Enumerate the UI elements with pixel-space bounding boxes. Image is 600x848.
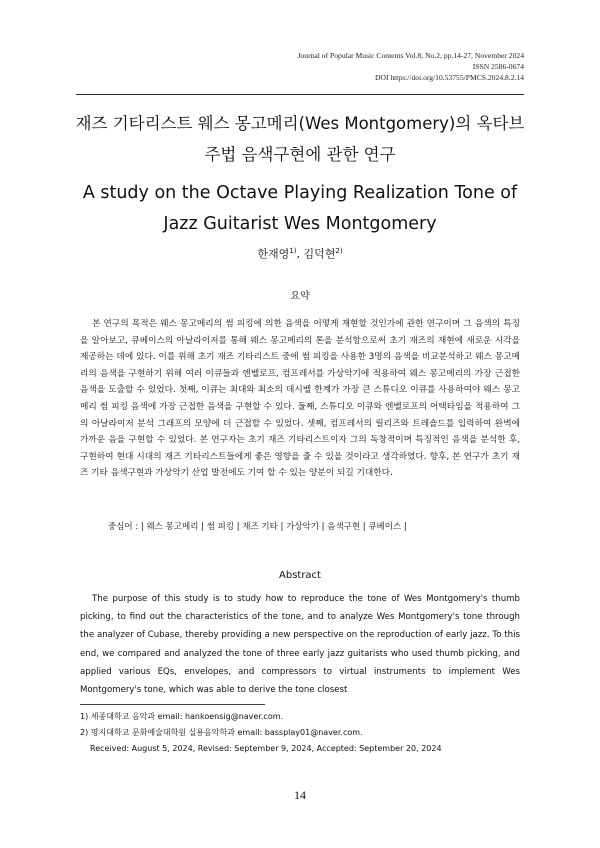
footnote-1: 1) 세종대학교 음악과 email: hankoensig@naver.com. [80,712,284,721]
page-number: 14 [294,788,306,802]
english-title [60,178,540,240]
korean-title [60,108,540,170]
english-abstract-body [80,590,520,699]
english-title-line-2: Jazz Guitarist Wes Montgomery [163,214,437,234]
keywords: 중심어 : | 웨스 몽고메리 | 썸 피킹 | 재즈 기타 | 가상악기 | 음색구현 | 큐베이스 | [108,522,407,532]
english-abstract-heading: Abstract [279,570,321,581]
korean-abstract-body [80,316,520,482]
author-2-name: 김덕현 [303,247,336,261]
korean-abstract-text: 본 연구의 목적은 웨스 몽고메리의 썸 피킹에 의한 음색을 어떻게 재현할 것인가에 관한 연구이며 그 음색의 특징을 알아보고, 큐베이스의 아날라이저를 통해 웨스 몽고메리의 톤을 분석함으로써 초기 재즈의 재현에 새로운 시각을 제공하는 데에 있다. 이를 위해 초기 재즈 기타리스트 중에 썸 피킹을 사용한 3명의 음색을 비교분석하고 웨스 몽고메리의 음색을 구현하기 위해 여러 이큐들과 엔벨로프, 컴프레서를 가상악기에 적용하여 웨스 몽고메리의 가장 근접한 음색을 도출할 수 있었다. 첫째, 이큐는 최대와 최소의 데시벨 한계가 가장 큰 스튜디오 이큐를 사용하여야 웨스 몽고메리 썸 피킹 음색에 가장 근접한 음색을 구현할 수 있다. 둘째, 스튜디오 이큐와 엔벨로프의 어택타임을 적용하여 그의 아날라이저 분석 그래프의 모양에 더 근접할 수 있었다. 셋째, 컴프레서의 릴리즈와 트레숄드를 입력하여 완벽에 가까운 음을 구현할 수 있었다. 본 연구자는 초기 재즈 기타리스트이자 그의 독창적이며 특징적인 음색을 분석한 후, 구현하여 현대 시대의 재즈 기타리스트들에게 좋은 영향을 줄 수 있을 것이라고 생각하였다. 향후, 본 연구가 초기 재즈 기타 음색구현과 가상악기 산업 발전에도 기여 할 수 있는 양분이 되길 기대한다. [80,319,520,479]
author-separator: , [296,247,304,261]
english-abstract-text: The purpose of this study is to study how to reproduce the tone of Wes Montgomery's thumb picking, to find out the characteristics of the tone, and to analyze Wes Montgomery's tone through the analyzer of Cubase, thereby providing a new perspective on the reproduction of early jazz. To this end, we compared and analyzed the tone of three early jazz guitarists who used thumb picking, and applied various EQs, envelopes, and compressors to virtual instruments to implement Wes Montgomery's tone, which was able to derive the tone closest [80,594,520,696]
journal-doi: DOI https://doi.org/10.53755/PMCS.2024.8.2.14 [374,73,524,82]
author-1-name: 한재영 [257,247,290,261]
received-dates: Received: August 5, 2024, Revised: September 9, 2024, Accepted: September 20, 2024 [90,744,442,753]
footnote-rule [80,704,265,705]
author-list [60,243,540,263]
footnote-2: 2) 명지대학교 문화예술대학원 실용음악학과 email: bassplay01@naver.com. [80,728,363,737]
korean-title-line-2: 주법 음색구현에 관한 연구 [204,145,396,164]
header-rule [76,94,524,95]
journal-header [298,50,524,83]
journal-issn: ISSN 2586-0674 [472,62,524,71]
footnotes [80,709,540,757]
journal-citation: Journal of Popular Music Contents Vol.8, No.2, pp.14-27, November 2024 [297,51,524,60]
korean-title-line-1: 재즈 기타리스트 웨스 몽고메리(Wes Montgomery)의 옥타브 [75,114,525,133]
author-1-footnote-mark[interactable]: 1) [289,247,297,255]
english-title-line-1: A study on the Octave Playing Realization Tone of [82,183,518,203]
korean-abstract-heading: 요약 [290,291,310,302]
author-2-footnote-mark[interactable]: 2) [335,247,343,255]
